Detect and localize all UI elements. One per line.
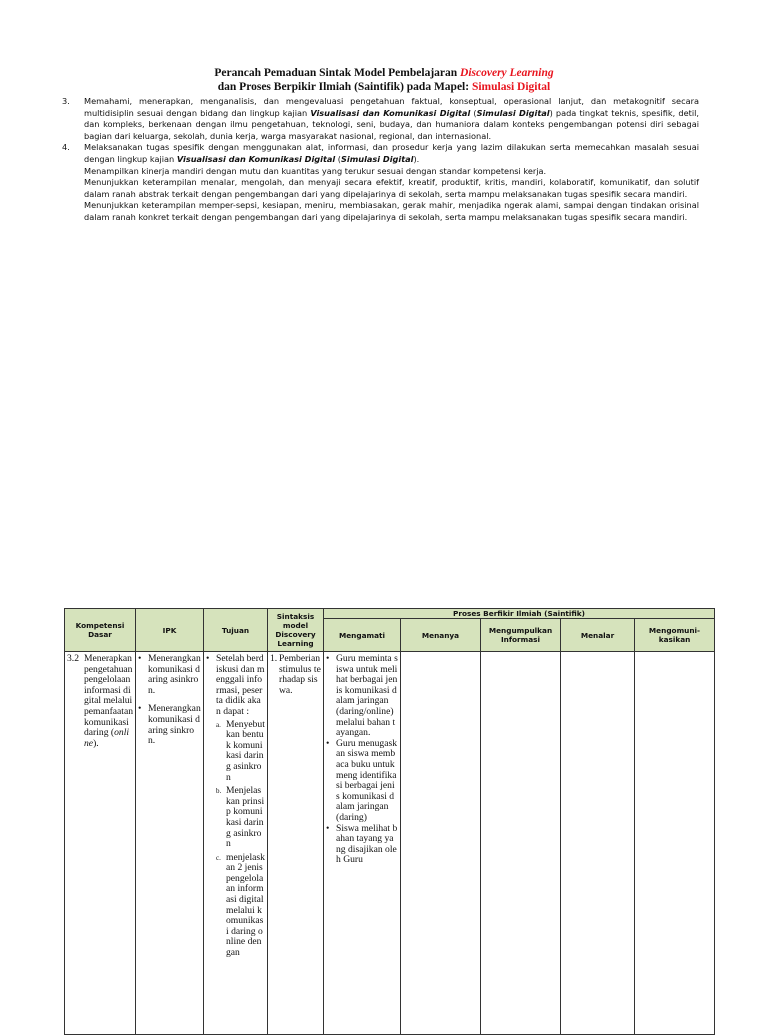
outcome-text-segment: Visualisasi dan Komunikasi Digital [176,153,336,164]
kd-text [84,654,133,749]
bullet: • [206,653,210,664]
ipk-text: Menerangkan komunikasi daring asinkron. [148,653,201,696]
header-mengamati: Mengamati [324,619,401,652]
outcome-text [84,96,699,142]
outcome-text-segment: ) pada tingkat teknis, spesifik, detil, dan kompleks, berkenaan dengan ilmu pengetahuan, teknologi, seni, budaya, dan humaniora dalam konteks pengembangan potensi diri sebagai bagian dari keluarga, sekolah, dunia kerja, warga masyarakat nasional, regional, dan internasional. [84,107,699,141]
outcome-text-segment: ( [335,153,341,164]
table-row [65,652,715,1035]
lesson-plan-table [64,608,715,1035]
bullet: • [326,653,330,664]
header-menalar: Menalar [561,619,635,652]
kd-text-italic: online [84,727,130,749]
mengamati-text: Siswa melihat bahan tayang yang disajikan oleh Guru [336,822,398,866]
document-title [0,66,768,94]
outcome-text-segment: Simulasi Digital [341,153,414,164]
ipk-item [138,654,201,696]
outcome-text-segment: Simulasi Digital [476,107,550,118]
ipk-text: Menerangkan komunikasi daring sinkron. [148,703,201,747]
mengamati-text: Guru menugaskan siswa membaca buku untuk meng identifikasi berbagai jenis komunikasi dalam jaringan (daring) [336,737,398,823]
sintaks-number: 1. [270,653,278,664]
mengamati-item [326,739,398,824]
header-row-1 [65,609,715,619]
learning-outcomes [62,96,699,224]
header-mengumpulkan: Mengumpulkan Informasi [481,619,561,652]
outcome-text-segment: Memahami, menerapkan, menganalisis, dan mengevaluasi pengetahuan faktual, konseptual, operasional lanjut, dan metakognitif secara multidisiplin sesuai dengan bidang dan lingkup kajian [84,96,699,118]
header-menanya: Menanya [401,619,481,652]
cell-mengumpulkan [481,652,561,1035]
bullet: • [326,822,330,834]
header-ipk: IPK [136,609,204,652]
cell-ipk [136,652,204,1035]
kd-text-end: ). [93,737,99,749]
cell-menalar [561,652,635,1035]
tujuan-list [216,720,265,959]
tujuan-letter: b. [216,787,222,796]
outcome-paragraph [84,142,699,165]
outcome-text-segment: Visualisasi dan Komunikasi Digital [310,107,471,118]
sintaks-text: Pemberian stimulus terhadap siswa. [279,653,321,696]
title-line-2 [0,80,768,94]
kd-number: 3.2 [67,653,79,664]
outcome-paragraph: Menampilkan kinerja mandiri dengan mutu dan kuantitas yang terukur sesuai dengan standar kompetensi kerja. [84,165,547,176]
title-subject-name: Simulasi Digital [471,81,551,93]
tujuan-letter: a. [216,720,221,729]
outcome-text [84,142,699,223]
title-line-1 [0,66,768,80]
title-line-1-text: Perancah Pemaduan Sintak Model Pembelajaran [214,67,461,79]
outcome-paragraph: Menunjukkan keterampilan menalar, mengolah, dan menyaji secara efektif, kreatif, produktif, kritis, mandiri, kolaboratif, komunikatif, dan solutif dalam ranah abstrak terkait dengan pengembangan dari yang dipelajarinya di sekolah, serta mampu melaksanakan tugas spesifik secara mandiri. [84,177,699,199]
tujuan-item [216,720,265,784]
ipk-item [138,704,201,746]
kd-text-main: Menerapkan pengetahuan pengelolaan informasi digital melalui pemanfaatan komunikasi daring ( [84,653,134,739]
tujuan-letter: c. [216,853,221,862]
cell-mengamati [324,652,401,1035]
tujuan-text: Menyebutkan bentuk komunikasi daring asinkron [226,718,265,783]
outcome-paragraph [84,96,699,142]
tujuan-item [216,786,265,850]
header-proses-saintifik: Proses Berfikir Ilmiah (Saintifik) [324,609,715,619]
outcome-text-segment: ). [413,153,420,164]
mengamati-text: Guru meminta siswa untuk melihat berbagai jenis komunikasi dalam jaringan (daring/online) melalui bahan tayangan. [336,653,398,739]
header-mengomunikasikan: Mengomuni-kasikan [635,619,715,652]
header-kompetensi-dasar: Kompetensi Dasar [65,609,136,652]
header-tujuan: Tujuan [204,609,268,652]
outcome-item [62,96,699,142]
cell-mengomunikasikan [635,652,715,1035]
header-sintaksis: Sintaksis model Discovery Learning [268,609,324,652]
cell-tujuan [204,652,268,1035]
mengamati-item [326,824,398,866]
tujuan-text: Menjelaskan prinsip komunikasi daring asinkron [226,785,265,850]
outcome-text-segment: Melaksanakan tugas spesifik dengan menggunakan alat, informasi, dan prosedur kerja yang lazim dilakukan serta memecahkan masalah sesuai dengan lingkup kajian [84,142,699,164]
outcome-number: 3. [62,96,70,106]
tujuan-text: menjelaskan 2 jenis pengelolaan informasi digital melalui komunikasi daring online dengan [226,851,265,959]
tujuan-item [216,853,265,959]
cell-kompetensi [65,652,136,1035]
bullet: • [138,703,142,715]
cell-sintaksis [268,652,324,1035]
tujuan-intro: Setelah berdiskusi dan menggali informasi, peserta didik akan dapat : [216,653,265,717]
bullet: • [326,737,330,749]
title-model-name: Discovery Learning [460,67,554,79]
cell-menanya [401,652,481,1035]
outcome-paragraph: Menunjukkan keterampilan memper-sepsi, kesiapan, meniru, membiasakan, gerak mahir, menjadika ngerak alami, sampai dengan tindakan orisinal dalam ranah konkret terkait dengan pengembangan dari yang dipelajarinya di sekolah, serta mampu melaksanakan tugas spesifik secara mandiri. [84,200,699,222]
outcome-text-segment: ( [470,107,477,118]
outcome-item [62,142,699,223]
title-line-2-text: dan Proses Berpikir Ilmiah (Saintifik) pada Mapel: [217,81,472,93]
mengamati-item [326,654,398,739]
bullet: • [138,653,142,664]
outcome-number: 4. [62,142,70,153]
